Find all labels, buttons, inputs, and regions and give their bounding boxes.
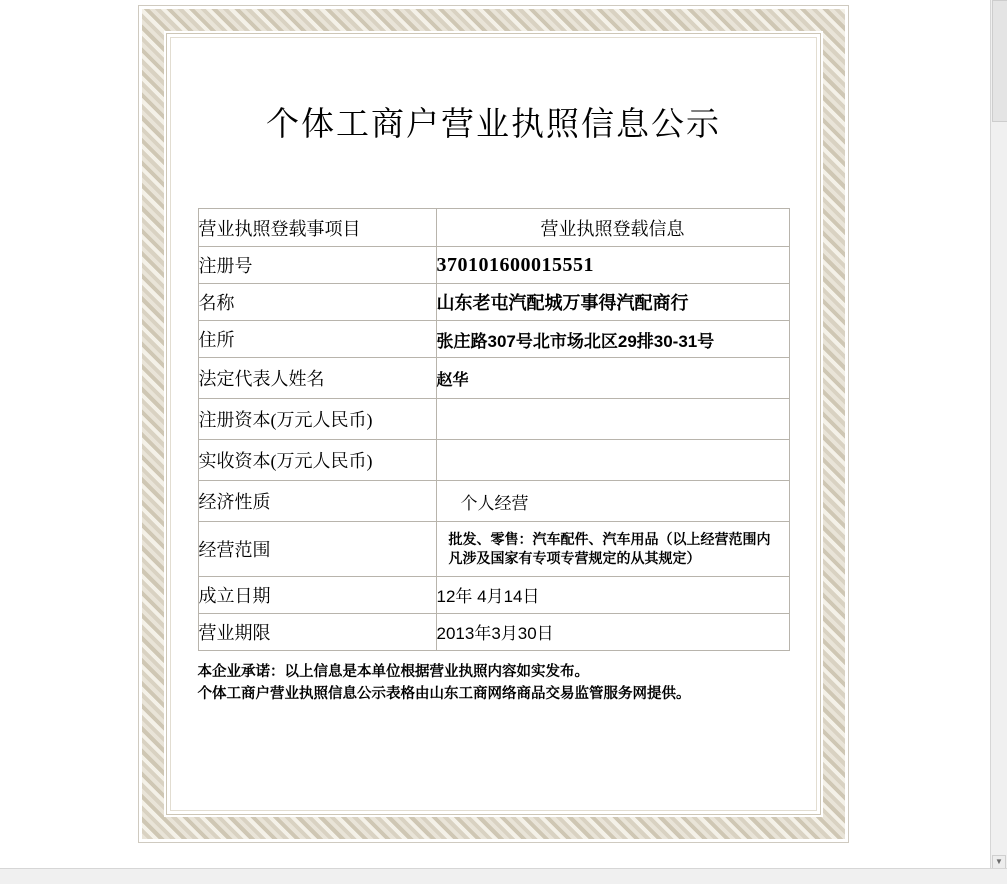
table-row xyxy=(198,284,789,321)
row-value-establish-date: 12年 4月14日 xyxy=(436,576,789,613)
row-value-business-scope: 批发、零售：汽车配件、汽车用品（以上经营范围内凡涉及国家有专项专营规定的从其规定） xyxy=(436,522,789,577)
vertical-scrollbar-thumb[interactable] xyxy=(992,0,1007,122)
row-value-name: 山东老屯汽配城万事得汽配商行 xyxy=(436,284,789,321)
table-header-col1: 营业执照登载事项目 xyxy=(198,209,436,247)
row-value-registration-no: 370101600015551 xyxy=(436,247,789,284)
row-label-economic-type: 经济性质 xyxy=(198,481,436,522)
row-label-registered-capital: 注册资本(万元人民币) xyxy=(198,399,436,440)
footnote-provider: 个体工商户营业执照信息公示表格由山东工商网络商品交易监管服务网提供。 xyxy=(197,686,691,703)
table-row xyxy=(198,522,789,577)
row-label-legal-rep: 法定代表人姓名 xyxy=(198,358,436,399)
row-label-paid-in-capital: 实收资本(万元人民币) xyxy=(198,440,436,481)
table-row xyxy=(198,576,789,613)
table-row xyxy=(198,613,789,650)
table-row xyxy=(198,358,789,399)
table-header-row xyxy=(198,209,789,247)
vertical-scrollbar[interactable] xyxy=(990,0,1007,869)
row-value-legal-rep: 赵华 xyxy=(436,358,789,399)
row-label-business-term: 营业期限 xyxy=(198,613,436,650)
page-title: 个体工商户营业执照信息公示 xyxy=(266,107,721,143)
row-label-registration-no: 注册号 xyxy=(198,247,436,284)
row-value-address: 张庄路307号北市场北区29排30-31号 xyxy=(436,321,789,358)
table-header-col2: 营业执照登载信息 xyxy=(436,209,789,247)
table-row xyxy=(198,440,789,481)
footnotes xyxy=(198,661,790,706)
horizontal-scrollbar[interactable] xyxy=(0,868,1007,884)
table-row xyxy=(198,247,789,284)
scroll-down-arrow-icon[interactable]: ▼ xyxy=(992,855,1006,869)
table-row xyxy=(198,399,789,440)
footnote-commitment: 本企业承诺：以上信息是本单位根据营业执照内容如实发布。 xyxy=(197,663,589,680)
row-value-registered-capital xyxy=(436,399,789,440)
table-row xyxy=(198,321,789,358)
row-label-address: 住所 xyxy=(198,321,436,358)
row-value-paid-in-capital xyxy=(436,440,789,481)
table-row xyxy=(198,481,789,522)
license-document xyxy=(138,5,849,843)
row-label-name: 名称 xyxy=(198,284,436,321)
row-label-business-scope: 经营范围 xyxy=(198,522,436,577)
document-content xyxy=(174,41,813,807)
row-label-establish-date: 成立日期 xyxy=(198,576,436,613)
row-value-economic-type: 个人经营 xyxy=(436,481,789,522)
row-value-business-term: 2013年3月30日 xyxy=(436,613,789,650)
license-info-table xyxy=(198,208,790,651)
